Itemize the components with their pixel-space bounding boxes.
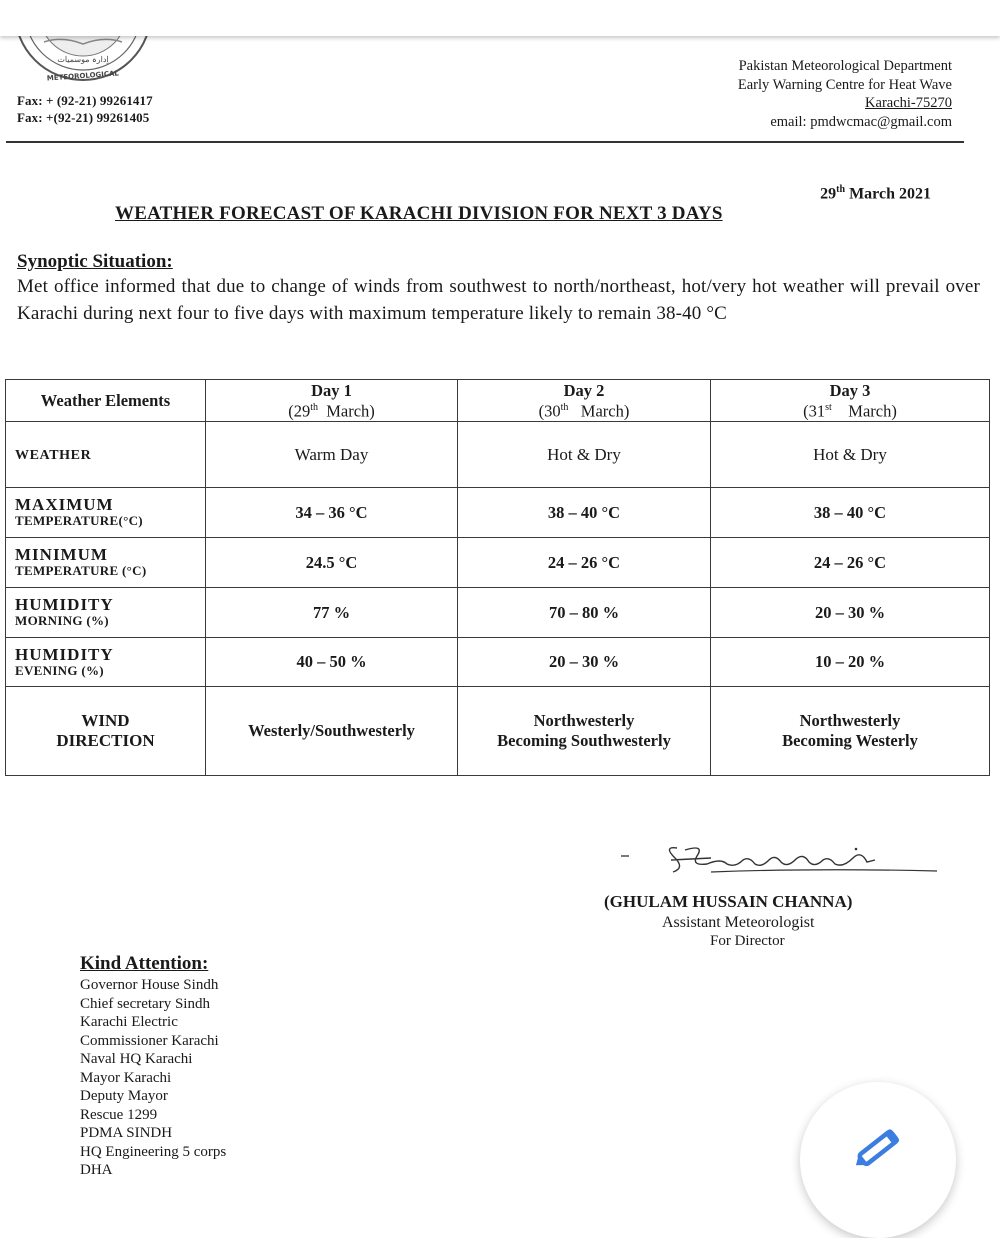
- cell-value: Becoming Southwesterly: [497, 731, 671, 750]
- row-label: [6, 687, 206, 776]
- table-cell: [711, 588, 990, 638]
- svg-text:اِدارہ موسمیات: اِدارہ موسمیات: [57, 55, 109, 64]
- cell-value: 38 – 40 °C: [813, 502, 887, 522]
- list-item: Deputy Mayor: [80, 1088, 168, 1104]
- cell-value: Hot & Dry: [813, 444, 887, 464]
- day-date: [711, 399, 989, 420]
- row-label: [6, 538, 206, 588]
- date-day: 29: [820, 185, 837, 203]
- kind-attention-heading: Kind Attention:: [80, 953, 209, 974]
- cell-value: 24 – 26 °C: [547, 552, 621, 572]
- org-name: Pakistan Meteorological Department: [738, 58, 952, 74]
- day-month: March): [568, 401, 630, 421]
- list-item: Rescue 1299: [80, 1106, 158, 1123]
- list-item: Karachi Electric: [80, 1014, 178, 1030]
- kind-attention-list: [80, 976, 226, 1180]
- day-month: March): [831, 401, 897, 421]
- cell-value: Northwesterly: [799, 711, 901, 730]
- date-suffix: th: [836, 184, 846, 195]
- table-cell: [206, 538, 458, 588]
- header-label: Weather Elements: [40, 390, 171, 410]
- table-row: [6, 638, 990, 687]
- cell-value: Northwesterly: [533, 711, 635, 730]
- list-item: Commissioner Karachi: [80, 1032, 219, 1049]
- svg-text:METEOROLOGICAL: METEOROLOGICAL: [46, 69, 120, 83]
- table-cell: [711, 488, 990, 538]
- table-cell: [206, 488, 458, 538]
- org-centre: Early Warning Centre for Heat Wave: [737, 76, 952, 93]
- day-num: (31: [803, 401, 826, 421]
- header-divider: [6, 141, 964, 143]
- table-row: [6, 422, 990, 488]
- row-label: [6, 488, 206, 538]
- cell-value: Westerly/Southwesterly: [248, 721, 415, 740]
- table-cell: [458, 422, 711, 488]
- day-suffix: th: [310, 401, 318, 413]
- day-num: (29: [288, 401, 311, 421]
- table-header-row: [6, 380, 990, 422]
- cell-value: 70 – 80 %: [548, 602, 620, 622]
- row-label-sub: TEMPERATURE (°C): [15, 563, 147, 578]
- cell-value: 10 – 20 %: [814, 652, 886, 671]
- cell-value: 24 – 26 °C: [813, 552, 887, 572]
- signature: [615, 838, 945, 885]
- cell-value: 38 – 40 °C: [547, 502, 621, 522]
- row-label-main: MAXIMUM: [15, 495, 114, 514]
- table-cell: [458, 687, 711, 776]
- synoptic-heading: Synoptic Situation:: [17, 251, 173, 272]
- synoptic-text: Met office informed that due to change of winds from southwest to north/northeast, hot/very hot weather will prevail over Karachi during next four to five days with maximum temperature likely to remain 38-40 °C: [17, 276, 980, 324]
- signatory-for: For Director: [710, 933, 785, 949]
- signatory-role: Assistant Meteorologist: [662, 914, 815, 931]
- table-cell: [206, 422, 458, 488]
- cell-value: Becoming Westerly: [782, 731, 918, 750]
- table-cell: [206, 638, 458, 687]
- row-label-main: WIND: [81, 711, 130, 730]
- day-label: Day 1: [311, 380, 352, 400]
- signatory-name: (GHULAM HUSSAIN CHANNA): [604, 892, 853, 911]
- row-label: [6, 422, 206, 488]
- row-label-sub: MORNING (%): [15, 613, 109, 628]
- row-label-text: WEATHER: [15, 447, 92, 463]
- day-header: [206, 380, 458, 422]
- table-cell: [711, 687, 990, 776]
- table-row: [6, 588, 990, 638]
- row-label-main: MINIMUM: [15, 545, 108, 564]
- day-suffix: st: [825, 401, 832, 413]
- day-suffix: th: [560, 401, 569, 413]
- table-cell: [711, 538, 990, 588]
- row-label-sub: EVENING (%): [15, 662, 104, 678]
- list-item: Mayor Karachi: [80, 1069, 172, 1086]
- list-item: Governor House Sindh: [80, 977, 219, 993]
- list-item: PDMA SINDH: [80, 1125, 173, 1141]
- issue-date: [820, 184, 931, 203]
- day-label: Day 2: [563, 380, 605, 400]
- list-item: DHA: [80, 1162, 113, 1178]
- cell-value: 34 – 36 °C: [295, 502, 368, 522]
- table-cell: [458, 638, 711, 687]
- table-cell: [458, 588, 711, 638]
- row-label-main: HUMIDITY: [15, 644, 114, 664]
- pencil-icon: [850, 1124, 906, 1172]
- row-label: [6, 588, 206, 638]
- page-title: WEATHER FORECAST OF KARACHI DIVISION FOR NEXT 3 DAYS: [115, 203, 723, 224]
- table-cell: [206, 687, 458, 776]
- day-date: [458, 399, 710, 420]
- row-label-main: HUMIDITY: [15, 595, 114, 614]
- table-row: [6, 538, 990, 588]
- day-header: [711, 380, 990, 422]
- cell-value: Warm Day: [294, 444, 369, 464]
- day-header: [458, 380, 711, 422]
- row-label-sub: DIRECTION: [56, 731, 155, 750]
- table-cell: [206, 588, 458, 638]
- app-top-bar: [0, 0, 1000, 36]
- cell-value: 77 %: [312, 602, 351, 622]
- org-address: [738, 57, 952, 131]
- table-cell: [458, 488, 711, 538]
- org-email: email: pmdwcmac@gmail.com: [770, 113, 952, 130]
- cell-value: 20 – 30 %: [814, 602, 886, 622]
- list-item: Naval HQ Karachi: [80, 1051, 193, 1067]
- cell-value: 20 – 30 %: [548, 652, 620, 671]
- table-cell: [458, 538, 711, 588]
- fax-line: Fax: +(92-21) 99261405: [17, 110, 150, 125]
- row-label-sub: TEMPERATURE(°C): [15, 513, 143, 528]
- header-cell: [6, 380, 206, 422]
- day-label: Day 3: [829, 380, 871, 400]
- table-row: [6, 488, 990, 538]
- cell-value: 40 – 50 %: [296, 652, 367, 671]
- table-cell: [711, 422, 990, 488]
- list-item: Chief secretary Sindh: [80, 995, 210, 1012]
- cell-value: 24.5 °C: [305, 552, 358, 572]
- cell-value: Hot & Dry: [547, 444, 621, 464]
- day-date: [206, 399, 457, 420]
- forecast-table: [5, 379, 990, 776]
- day-month: March): [317, 401, 375, 421]
- edit-fab-button[interactable]: [800, 1082, 956, 1238]
- fax-line: Fax: + (92-21) 99261417: [17, 93, 153, 108]
- row-label: [6, 638, 206, 687]
- date-rest: March 2021: [845, 185, 931, 203]
- table-cell: [711, 638, 990, 687]
- day-num: (30: [538, 401, 561, 421]
- table-row: [6, 687, 990, 776]
- list-item: HQ Engineering 5 corps: [80, 1143, 227, 1160]
- org-city: Karachi-75270: [865, 95, 952, 111]
